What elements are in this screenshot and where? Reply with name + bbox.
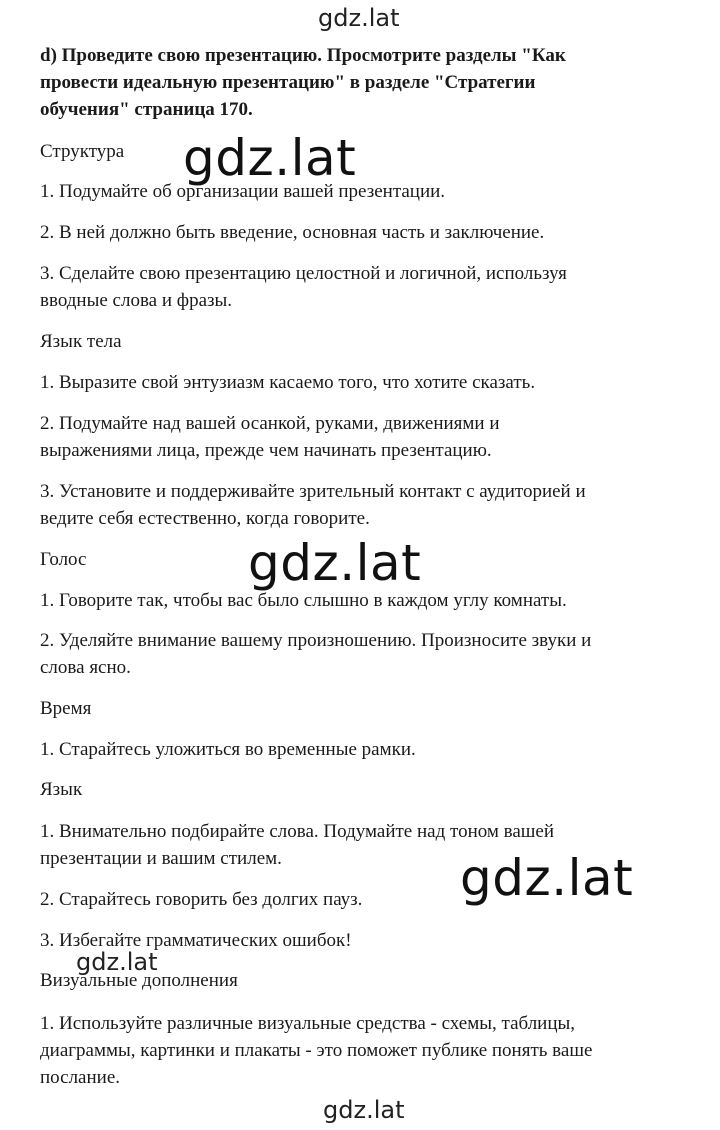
task-intro-line: провести идеальную презентацию" в разделе "Стратегии xyxy=(40,72,536,93)
section-heading: Структура xyxy=(40,141,125,162)
watermark-small: gdz.lat xyxy=(76,948,158,976)
task-intro-line: d) Проведите свою презентацию. Просмотрите разделы "Как xyxy=(40,45,566,66)
list-item: 3. Избегайте грамматических ошибок! xyxy=(40,930,352,951)
section-heading: Язык xyxy=(40,779,83,800)
list-item-continued: слова ясно. xyxy=(40,657,131,678)
list-item-continued: ведите себя естественно, когда говорите. xyxy=(40,508,370,529)
section-heading: Язык тела xyxy=(40,331,122,352)
watermark-large: gdz.lat xyxy=(248,534,422,592)
watermark-large: gdz.lat xyxy=(460,849,634,907)
list-item-continued: послание. xyxy=(40,1067,121,1088)
task-intro-line: обучения" страница 170. xyxy=(40,99,253,120)
list-item: 1. Старайтесь уложиться во временные рамки. xyxy=(40,739,416,760)
section-heading: Время xyxy=(40,698,92,719)
list-item: 3. Сделайте свою презентацию целостной и логичной, используя xyxy=(40,263,567,284)
watermark-bottom: gdz.lat xyxy=(323,1096,405,1124)
list-item-continued: выражениями лица, прежде чем начинать презентацию. xyxy=(40,440,492,461)
list-item: 3. Установите и поддерживайте зрительный контакт с аудиторией и xyxy=(40,481,586,502)
list-item: 1. Внимательно подбирайте слова. Подумайте над тоном вашей xyxy=(40,821,555,842)
watermark-large: gdz.lat xyxy=(183,129,357,187)
list-item-continued: диаграммы, картинки и плакаты - это поможет публике понять ваше xyxy=(40,1040,593,1061)
list-item: 1. Используйте различные визуальные средства - схемы, таблицы, xyxy=(40,1013,576,1034)
list-item: 2. Подумайте над вашей осанкой, руками, движениями и xyxy=(40,413,500,434)
list-item: 1. Выразите свой энтузиазм касаемо того, что хотите сказать. xyxy=(40,372,536,393)
list-item-continued: вводные слова и фразы. xyxy=(40,290,233,311)
list-item: 1. Говорите так, чтобы вас было слышно в каждом углу комнаты. xyxy=(40,590,567,611)
watermark-top: gdz.lat xyxy=(318,4,400,32)
list-item: 1. Подумайте об организации вашей презентации. xyxy=(40,181,446,202)
section-heading: Визуальные дополнения xyxy=(40,970,238,991)
list-item: 2. В ней должно быть введение, основная часть и заключение. xyxy=(40,222,545,243)
list-item-continued: презентации и вашим стилем. xyxy=(40,848,282,869)
list-item: 2. Старайтесь говорить без долгих пауз. xyxy=(40,889,363,910)
section-heading: Голос xyxy=(40,549,87,570)
list-item: 2. Уделяйте внимание вашему произношению. Произносите звуки и xyxy=(40,630,592,651)
